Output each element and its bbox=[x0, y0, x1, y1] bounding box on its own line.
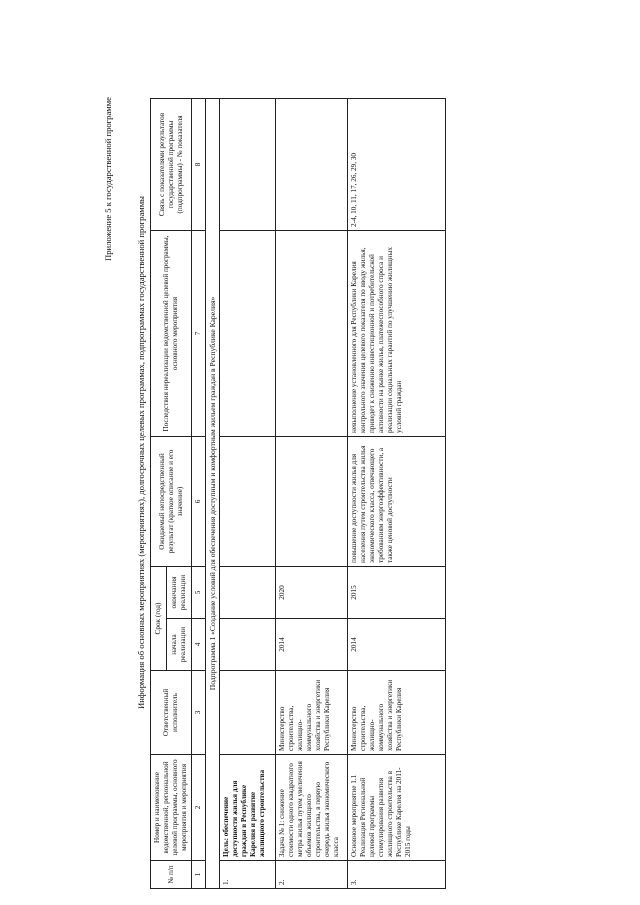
row-name: Цель: обеспечение доступности жилья для граждан в Республике Карелия и развитие жилищного строительства bbox=[220, 755, 276, 861]
header-link: Связь с показателями результатов государственной программы (подпрограммы) - № показателя bbox=[151, 99, 192, 231]
row-executor bbox=[220, 671, 276, 755]
row-start: 2014 bbox=[348, 619, 446, 671]
col-number: 1 bbox=[192, 861, 206, 889]
row-num: 1. bbox=[220, 861, 276, 889]
col-number: 5 bbox=[192, 567, 206, 619]
col-number: 4 bbox=[192, 619, 206, 671]
row-name: Основное мероприятие 1.1 Реализация Региональной целевой программы стимулирования развития жилищного строительства в Республике Карелия на 2011-2015 годы bbox=[348, 755, 446, 861]
appendix-label: Приложение 5 к государственной программе bbox=[103, 97, 113, 261]
header-num: № п/п bbox=[151, 861, 192, 889]
header-term: Срок (год) bbox=[151, 567, 167, 671]
row-consequences bbox=[276, 231, 348, 437]
subprogram-row bbox=[206, 99, 220, 889]
header-result: Ожидаемый непосредственный результат (краткое описание и его значение) bbox=[151, 437, 192, 567]
row-executor: Министерство строительства, жилищно-коммунального хозяйства и энергетики Республики Карелия bbox=[276, 671, 348, 755]
subprogram-title: Подпрограмма 1 «Создание условий для обеспечения доступным и комфортным жильем граждан в Республике Карелия» bbox=[206, 99, 220, 889]
row-num: 2. bbox=[276, 861, 348, 889]
row-num: 3. bbox=[348, 861, 446, 889]
table-row bbox=[348, 99, 446, 889]
col-number: 8 bbox=[192, 99, 206, 231]
row-result bbox=[220, 437, 276, 567]
row-link bbox=[276, 99, 348, 231]
row-link bbox=[220, 99, 276, 231]
header-consequences: Последствия нереализации ведомственной целевой программы, основного мероприятия bbox=[151, 231, 192, 437]
row-result bbox=[276, 437, 348, 567]
col-number: 2 bbox=[192, 755, 206, 861]
row-end: 2020 bbox=[276, 567, 348, 619]
document-title: Информация об основных мероприятиях (мероприятиях), долгосрочных целевых программах, подпрограммах государственной программы bbox=[136, 196, 146, 709]
header-end: окончания реализации bbox=[166, 567, 192, 619]
col-number: 7 bbox=[192, 231, 206, 437]
header-row-1 bbox=[151, 99, 167, 889]
row-name: Задача № 1: снижение стоимости одного квадратного метра жилья путем увеличения объемов жилищного строительства, в первую очередь жилья экономического класса bbox=[276, 755, 348, 861]
row-end: 2015 bbox=[348, 567, 446, 619]
row-consequences bbox=[220, 231, 276, 437]
header-executor: Ответственный исполнитель bbox=[151, 671, 192, 755]
row-executor: Министерство строительства, жилищно-коммунального хозяйства и энергетики Республики Карелия bbox=[348, 671, 446, 755]
row-end bbox=[220, 567, 276, 619]
row-consequences: невыполнение установленного для Республики Карелия контрольного значения целевого показателя по вводу жилья, приведет к снижению инвестиционной и потребительской активности на рынке жилья, платежеспособного спроса и реализации социальных гарантий по улучшению жилищных условий граждан bbox=[348, 231, 446, 437]
row-start: 2014 bbox=[276, 619, 348, 671]
row-start bbox=[220, 619, 276, 671]
column-number-row bbox=[192, 99, 206, 889]
col-number: 6 bbox=[192, 437, 206, 567]
row-result: повышение доступности жилья для населения путем строительства жилья экономического класса, отвечающего требованиям энергоэффективности, а также ценовой доступности bbox=[348, 437, 446, 567]
table-row bbox=[276, 99, 348, 889]
col-number: 3 bbox=[192, 671, 206, 755]
header-name: Номер и наименование ведомственной, региональной целевой программы, основного мероприятия и мероприятия bbox=[151, 755, 192, 861]
table-row bbox=[220, 99, 276, 889]
header-start: начала реализации bbox=[166, 619, 192, 671]
row-link: 2-4, 10, 11, 17, 26, 29, 30 bbox=[348, 99, 446, 231]
measures-table bbox=[150, 98, 446, 889]
